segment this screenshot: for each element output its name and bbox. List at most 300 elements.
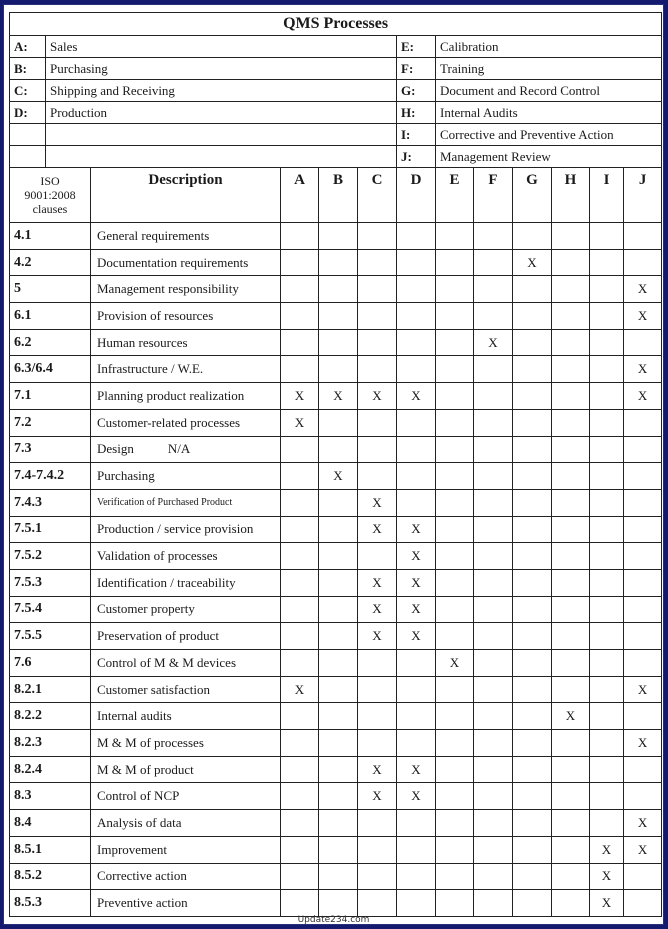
process-cell [513, 329, 552, 356]
table-row [10, 863, 662, 890]
process-mark: X [397, 569, 436, 596]
table-row [10, 783, 662, 810]
process-cell [474, 703, 513, 730]
process-cell [590, 223, 624, 250]
process-cell [281, 303, 319, 330]
process-cell [513, 276, 552, 303]
legend-row [10, 36, 662, 58]
process-cell [436, 890, 474, 917]
clause-number: 8.5.2 [10, 863, 91, 890]
process-mark: X [624, 276, 662, 303]
process-cell [590, 249, 624, 276]
process-cell [319, 703, 358, 730]
legend-code [10, 146, 46, 168]
table-row [10, 463, 662, 490]
process-cell [319, 409, 358, 436]
process-cell [474, 676, 513, 703]
table-row [10, 383, 662, 410]
process-cell [358, 276, 397, 303]
process-mark: X [281, 409, 319, 436]
process-cell [474, 249, 513, 276]
process-cell [397, 676, 436, 703]
clause-number: 5 [10, 276, 91, 303]
legend-label: Shipping and Receiving [46, 80, 397, 102]
legend-row [10, 102, 662, 124]
process-mark: X [624, 810, 662, 837]
process-cell [474, 650, 513, 677]
process-cell [513, 569, 552, 596]
process-cell [319, 890, 358, 917]
process-cell [513, 676, 552, 703]
clause-description [91, 276, 281, 303]
process-cell [590, 329, 624, 356]
process-cell [436, 623, 474, 650]
clause-description [91, 623, 281, 650]
description-text: Purchasing [97, 468, 155, 484]
process-cell [474, 783, 513, 810]
clause-description [91, 223, 281, 250]
process-cell [552, 836, 590, 863]
description-header: Description [91, 168, 281, 223]
process-cell [552, 650, 590, 677]
description-text: M & M of product [97, 761, 194, 777]
process-cell [319, 223, 358, 250]
process-cell [552, 463, 590, 490]
process-cell [590, 756, 624, 783]
clause-description [91, 409, 281, 436]
process-mark: X [624, 356, 662, 383]
process-cell [281, 890, 319, 917]
table-title: QMS Processes [10, 13, 662, 36]
process-cell [590, 623, 624, 650]
process-mark: X [397, 756, 436, 783]
process-cell [436, 863, 474, 890]
description-text: Design [97, 441, 134, 457]
process-cell [319, 783, 358, 810]
process-cell [436, 783, 474, 810]
process-cell [552, 730, 590, 757]
process-cell [513, 383, 552, 410]
legend-label: Production [46, 102, 397, 124]
clause-description [91, 756, 281, 783]
process-cell [590, 463, 624, 490]
clause-description [91, 783, 281, 810]
description-text: Customer-related processes [97, 414, 241, 430]
process-cell [436, 249, 474, 276]
process-cell [281, 516, 319, 543]
process-cell [358, 703, 397, 730]
process-cell [513, 303, 552, 330]
clause-number: 8.4 [10, 810, 91, 837]
process-cell [436, 676, 474, 703]
process-cell [590, 569, 624, 596]
process-cell [513, 810, 552, 837]
clause-description [91, 329, 281, 356]
process-cell [552, 890, 590, 917]
process-column-header: A [281, 168, 319, 223]
process-cell [436, 730, 474, 757]
table-row [10, 356, 662, 383]
process-cell [552, 783, 590, 810]
process-cell [513, 650, 552, 677]
process-cell [552, 516, 590, 543]
process-cell [397, 463, 436, 490]
clause-number: 8.2.2 [10, 703, 91, 730]
process-cell [397, 810, 436, 837]
clause-number: 7.5.5 [10, 623, 91, 650]
table-row [10, 730, 662, 757]
clause-number: 7.6 [10, 650, 91, 677]
legend-label: Sales [46, 36, 397, 58]
process-cell [281, 356, 319, 383]
process-cell [624, 436, 662, 463]
process-cell [624, 516, 662, 543]
process-cell [590, 543, 624, 570]
process-mark: X [397, 383, 436, 410]
process-cell [319, 863, 358, 890]
process-cell [358, 463, 397, 490]
process-cell [624, 489, 662, 516]
description-text: Preservation of product [97, 628, 220, 644]
legend-code: H: [397, 102, 436, 124]
process-cell [513, 863, 552, 890]
process-cell [319, 756, 358, 783]
process-mark: X [397, 623, 436, 650]
clause-description [91, 596, 281, 623]
table-row [10, 569, 662, 596]
process-cell [552, 569, 590, 596]
description-text: Control of NCP [97, 788, 180, 804]
table-row [10, 516, 662, 543]
iso-header-line: 9001:2008 [24, 188, 76, 202]
description-text: Customer property [97, 601, 195, 617]
legend-label: Internal Audits [436, 102, 662, 124]
process-cell [624, 783, 662, 810]
process-cell [358, 223, 397, 250]
process-cell [590, 436, 624, 463]
process-cell [474, 463, 513, 490]
process-cell [319, 303, 358, 330]
process-cell [319, 810, 358, 837]
legend-row [10, 146, 662, 168]
process-column-header: F [474, 168, 513, 223]
process-cell [474, 223, 513, 250]
clause-description [91, 569, 281, 596]
process-cell [436, 303, 474, 330]
process-cell [590, 596, 624, 623]
process-mark: X [397, 543, 436, 570]
process-cell [590, 703, 624, 730]
process-column-header: B [319, 168, 358, 223]
legend-code: E: [397, 36, 436, 58]
process-cell [281, 329, 319, 356]
process-cell [474, 356, 513, 383]
clause-number: 7.5.2 [10, 543, 91, 570]
description-text: Infrastructure / W.E. [97, 361, 204, 377]
process-cell [397, 489, 436, 516]
iso-header-line: clauses [32, 202, 68, 216]
process-cell [281, 489, 319, 516]
process-cell [281, 436, 319, 463]
table-row [10, 249, 662, 276]
process-cell [552, 676, 590, 703]
process-cell [474, 543, 513, 570]
process-cell [590, 516, 624, 543]
process-mark: X [474, 329, 513, 356]
clause-description [91, 730, 281, 757]
legend-label: Calibration [436, 36, 662, 58]
process-cell [436, 436, 474, 463]
process-mark: X [397, 596, 436, 623]
process-cell [590, 730, 624, 757]
process-cell [513, 836, 552, 863]
process-cell [436, 810, 474, 837]
legend-label [46, 146, 397, 168]
process-cell [397, 409, 436, 436]
description-text: Control of M & M devices [97, 654, 237, 670]
process-cell [624, 596, 662, 623]
process-cell [281, 783, 319, 810]
process-cell [397, 329, 436, 356]
clause-number: 7.2 [10, 409, 91, 436]
process-cell [281, 276, 319, 303]
legend-code: A: [10, 36, 46, 58]
clause-number: 6.1 [10, 303, 91, 330]
process-cell [436, 543, 474, 570]
table-row [10, 623, 662, 650]
document-page [4, 5, 663, 924]
process-cell [358, 409, 397, 436]
clause-number: 6.3/6.4 [10, 356, 91, 383]
clause-description [91, 303, 281, 330]
description-text: Preventive action [97, 895, 188, 911]
clause-number: 7.1 [10, 383, 91, 410]
process-cell [513, 783, 552, 810]
process-cell [590, 783, 624, 810]
process-mark: X [358, 383, 397, 410]
process-cell [474, 489, 513, 516]
process-mark: X [624, 303, 662, 330]
process-cell [397, 303, 436, 330]
process-cell [397, 276, 436, 303]
process-cell [319, 676, 358, 703]
process-cell [513, 436, 552, 463]
legend-code: B: [10, 58, 46, 80]
iso-header-line: ISO [40, 174, 60, 188]
process-mark: X [358, 596, 397, 623]
table-row [10, 409, 662, 436]
process-cell [281, 863, 319, 890]
legend-code: G: [397, 80, 436, 102]
process-mark: X [590, 836, 624, 863]
description-text: Analysis of data [97, 814, 182, 830]
process-column-header: E [436, 168, 474, 223]
process-cell [474, 836, 513, 863]
process-cell [436, 383, 474, 410]
process-cell [474, 303, 513, 330]
process-cell [552, 383, 590, 410]
description-text: Documentation requirements [97, 254, 249, 270]
description-text: M & M of processes [97, 734, 204, 750]
process-cell [319, 356, 358, 383]
legend-code: F: [397, 58, 436, 80]
process-cell [624, 863, 662, 890]
process-cell [552, 863, 590, 890]
process-cell [358, 329, 397, 356]
process-cell [281, 730, 319, 757]
clause-description [91, 676, 281, 703]
process-cell [474, 623, 513, 650]
process-cell [281, 650, 319, 677]
process-cell [552, 303, 590, 330]
process-mark: X [397, 516, 436, 543]
description-text: Validation of processes [97, 548, 218, 564]
process-mark: X [624, 836, 662, 863]
clause-number: 4.2 [10, 249, 91, 276]
process-column-header: C [358, 168, 397, 223]
process-cell [590, 676, 624, 703]
table-row [10, 756, 662, 783]
process-column-header: H [552, 168, 590, 223]
process-cell [474, 596, 513, 623]
process-cell [474, 436, 513, 463]
clause-description [91, 703, 281, 730]
table-row [10, 223, 662, 250]
process-cell [590, 810, 624, 837]
process-cell [436, 703, 474, 730]
process-cell [590, 489, 624, 516]
process-cell [281, 836, 319, 863]
process-cell [552, 623, 590, 650]
process-cell [552, 596, 590, 623]
process-mark: X [513, 249, 552, 276]
clause-description [91, 489, 281, 516]
process-cell [552, 223, 590, 250]
process-cell [513, 623, 552, 650]
table-row [10, 596, 662, 623]
process-cell [552, 329, 590, 356]
process-column-header: I [590, 168, 624, 223]
table-row [10, 543, 662, 570]
clause-number: 7.3 [10, 436, 91, 463]
process-cell [552, 356, 590, 383]
process-cell [624, 543, 662, 570]
clause-number: 7.4-7.4.2 [10, 463, 91, 490]
description-note: N/A [167, 441, 191, 457]
process-mark: X [319, 463, 358, 490]
process-mark: X [358, 623, 397, 650]
clause-description [91, 836, 281, 863]
process-cell [436, 489, 474, 516]
process-cell [474, 276, 513, 303]
process-cell [624, 650, 662, 677]
process-cell [513, 463, 552, 490]
process-column-header: D [397, 168, 436, 223]
table-row [10, 836, 662, 863]
clause-number: 8.2.1 [10, 676, 91, 703]
process-cell [281, 223, 319, 250]
process-cell [397, 703, 436, 730]
legend-label: Management Review [436, 146, 662, 168]
process-cell [397, 436, 436, 463]
clause-description [91, 890, 281, 917]
process-cell [436, 223, 474, 250]
process-cell [436, 409, 474, 436]
description-text: Management responsibility [97, 281, 239, 297]
process-cell [358, 676, 397, 703]
process-cell [281, 463, 319, 490]
clause-number: 6.2 [10, 329, 91, 356]
process-cell [552, 543, 590, 570]
process-cell [397, 356, 436, 383]
process-cell [281, 249, 319, 276]
process-cell [319, 276, 358, 303]
process-mark: X [397, 783, 436, 810]
process-cell [436, 756, 474, 783]
process-mark: X [319, 383, 358, 410]
process-cell [624, 756, 662, 783]
clause-description [91, 650, 281, 677]
process-cell [319, 730, 358, 757]
process-cell [281, 623, 319, 650]
process-cell [552, 276, 590, 303]
description-text: Identification / traceability [97, 574, 236, 590]
clause-number: 8.5.1 [10, 836, 91, 863]
clause-number: 8.2.3 [10, 730, 91, 757]
process-cell [358, 650, 397, 677]
process-cell [319, 836, 358, 863]
table-row [10, 703, 662, 730]
legend-label: Document and Record Control [436, 80, 662, 102]
process-cell [552, 249, 590, 276]
clause-number: 8.2.4 [10, 756, 91, 783]
process-cell [319, 596, 358, 623]
process-cell [319, 650, 358, 677]
process-cell [358, 836, 397, 863]
process-mark: X [358, 516, 397, 543]
clause-description [91, 356, 281, 383]
process-mark: X [281, 676, 319, 703]
process-cell [397, 836, 436, 863]
process-cell [513, 223, 552, 250]
table-row [10, 303, 662, 330]
clause-number: 7.5.4 [10, 596, 91, 623]
iso-clauses-header [10, 168, 91, 223]
process-cell [358, 356, 397, 383]
description-text: Planning product realization [97, 387, 245, 403]
process-mark: X [590, 863, 624, 890]
process-cell [397, 249, 436, 276]
process-cell [319, 329, 358, 356]
clause-description [91, 249, 281, 276]
process-cell [624, 409, 662, 436]
process-cell [474, 810, 513, 837]
description-text: Internal audits [97, 708, 172, 724]
process-cell [358, 303, 397, 330]
process-cell [319, 543, 358, 570]
legend-row [10, 80, 662, 102]
legend-label [46, 124, 397, 146]
process-cell [474, 730, 513, 757]
process-cell [281, 543, 319, 570]
process-cell [474, 863, 513, 890]
table-row [10, 436, 662, 463]
process-cell [397, 223, 436, 250]
description-text: Customer satisfaction [97, 681, 211, 697]
process-cell [513, 516, 552, 543]
process-cell [281, 596, 319, 623]
process-cell [436, 356, 474, 383]
